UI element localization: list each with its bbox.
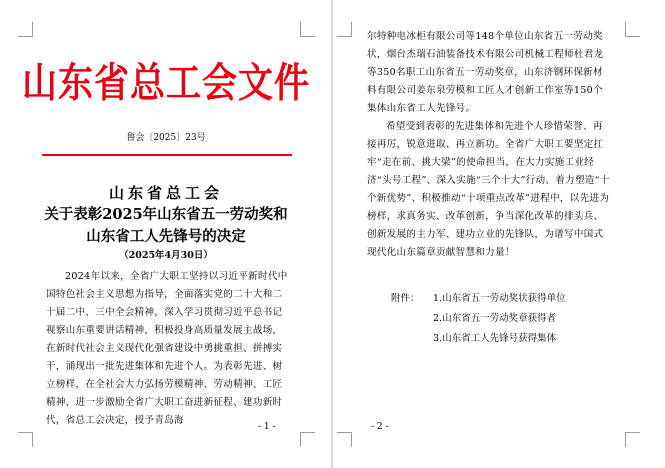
document-title	[0, 204, 332, 248]
title-line-1: 关于表彰2025年山东省五一劳动奖和	[44, 206, 288, 223]
crop-mark	[337, 22, 352, 37]
title-line-2: 山东省工人先锋号的决定	[86, 228, 246, 245]
issuing-organization: 山东省总工会	[108, 184, 223, 202]
crop-mark	[300, 22, 315, 37]
document-page-2	[333, 0, 665, 468]
crop-mark	[18, 22, 33, 37]
crop-mark	[300, 432, 315, 447]
attachments-label: 附件：	[391, 293, 420, 304]
red-separator-line	[42, 154, 292, 156]
page-number: - 2 -	[371, 422, 389, 432]
crop-mark	[18, 432, 33, 447]
body-text	[46, 268, 290, 430]
attachment-item	[391, 292, 566, 306]
attachment-title: 2.山东省五一劳动奖章获得者	[433, 313, 557, 324]
document-page-1	[0, 0, 332, 468]
crop-mark	[625, 22, 640, 37]
crop-mark	[337, 432, 352, 447]
attachment-item	[391, 312, 556, 326]
document-masthead: 山东省总工会文件	[21, 59, 310, 107]
page-number: - 1 -	[258, 422, 276, 432]
body-text	[367, 28, 611, 262]
document-date: （2025年4月30日）	[119, 250, 213, 261]
document-number: 鲁会〔2025〕23号	[126, 133, 206, 143]
paragraph-continued: 尔特种电冰柜有限公司等148个单位山东省五一劳动奖状，烟台杰瑞石油装备技术有限公司机械工程师杜君龙等350名职工山东省五一劳动奖章，山东济钢环保新材料有限公司姜东泉劳模和工匠人才创新工作室等150个集体山东省工人先锋号。	[367, 31, 604, 114]
paragraph: 2024年以来，全省广大职工坚持以习近平新时代中国特色社会主义思想为指导，全面落实党的二十大和二十届二中、三中全会精神，深入学习贯彻习近平总书记视察山东重要讲话精神，积极投身高质量发展主战场，在新时代社会主义现代化强省建设中勇挑重担、拼搏实干，涌现出一批先进集体和先进个人。为表彰先进、树立榜样，在全社会大力弘扬劳模精神、劳动精神、工匠精神，进一步激励全省广大职工奋进新征程、建功新时代，省总工会决定，授予青岛海	[46, 271, 288, 426]
crop-mark	[625, 432, 640, 447]
paragraph: 希望受到表彰的先进集体和先进个人珍惜荣誉、再接再厉，锐意进取、再立新功。全省广大职工要坚定扛牢“走在前、挑大梁”的使命担当，在大力实施工业经济“头号工程”、深入实施“三个十大”行动、着力塑造“十个新优势”、积极推动“十项重点改革”进程中，以先进为榜样，求真务实、改革创新，争当深化改革的排头兵、创新发展的主力军、建功立业的先锋队，为谱写中国式现代化山东篇章贡献智慧和力量！	[367, 121, 610, 258]
attachment-title: 3.山东省工人先锋号获得集体	[433, 333, 557, 344]
attachment-title: 1.山东省五一劳动奖状获得单位	[433, 293, 566, 304]
attachment-item	[391, 332, 556, 346]
